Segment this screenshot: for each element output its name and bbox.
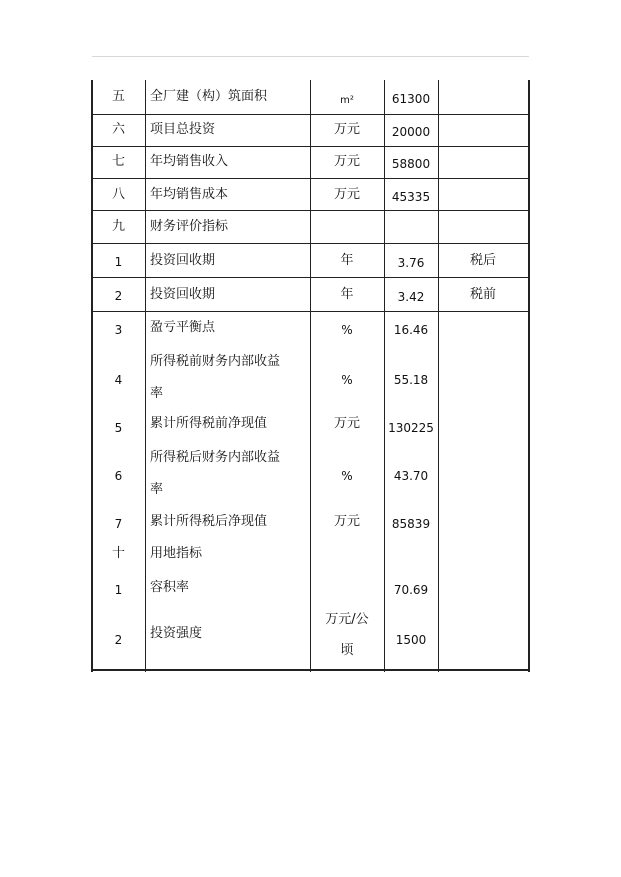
cell-item: 全厂建（构）筑面积 xyxy=(150,89,268,104)
cell-no: 七 xyxy=(111,154,125,169)
grid-hline xyxy=(91,146,530,147)
cell-item: 累计所得税后净现值 xyxy=(150,514,268,529)
cell-no: 5 xyxy=(114,421,123,435)
cell-item: 投资回收期 xyxy=(150,287,216,302)
cell-item: 盈亏平衡点 xyxy=(150,320,216,335)
cell-no: 7 xyxy=(114,517,123,531)
cell-no: 4 xyxy=(114,373,123,387)
cell-unit: 万元 xyxy=(333,122,360,137)
grid-vline xyxy=(438,80,439,672)
cell-value: 45335 xyxy=(391,190,431,204)
grid-hline xyxy=(91,669,530,671)
cell-value: 70.69 xyxy=(393,583,429,597)
cell-unit: 万元 xyxy=(333,154,360,169)
cell-value: 43.70 xyxy=(393,469,429,483)
cell-unit: 万元 xyxy=(333,187,360,202)
cell-no: 6 xyxy=(114,469,123,483)
cell-value: 16.46 xyxy=(393,323,429,337)
cell-unit: m² xyxy=(340,95,354,106)
cell-value: 85839 xyxy=(391,517,431,531)
grid-hline xyxy=(91,178,530,179)
cell-unit: 万元 xyxy=(333,514,360,529)
cell-unit: 万元/公 xyxy=(325,612,369,627)
cell-unit: % xyxy=(341,323,353,337)
cell-value: 3.42 xyxy=(397,290,425,304)
cell-no: 3 xyxy=(114,323,123,337)
cell-unit-cont: 顷 xyxy=(340,643,354,658)
cell-unit: 年 xyxy=(340,253,354,268)
grid-hline xyxy=(91,243,530,244)
cell-unit: 万元 xyxy=(333,416,360,431)
grid-hline xyxy=(91,277,530,278)
cell-value: 61300 xyxy=(391,92,431,106)
cell-item: 投资回收期 xyxy=(150,253,216,268)
cell-note: 税前 xyxy=(469,287,496,302)
cell-no: 八 xyxy=(111,187,125,202)
cell-item: 投资强度 xyxy=(150,626,203,641)
cell-value: 130225 xyxy=(388,421,434,435)
grid-hline xyxy=(91,210,530,211)
cell-unit: % xyxy=(341,373,353,387)
grid-vline xyxy=(528,80,530,672)
cell-item: 年均销售收入 xyxy=(150,154,229,169)
cell-no: 2 xyxy=(114,289,123,303)
cell-unit: 年 xyxy=(340,287,354,302)
cell-item-cont: 率 xyxy=(150,482,164,497)
cell-item: 所得税后财务内部收益 xyxy=(150,450,281,465)
cell-item: 用地指标 xyxy=(150,546,203,561)
cell-no: 五 xyxy=(111,89,125,104)
cell-value: 1500 xyxy=(395,633,427,647)
grid-hline xyxy=(91,311,530,312)
cell-no: 九 xyxy=(111,219,125,234)
cell-no: 2 xyxy=(114,633,123,647)
cell-item: 财务评价指标 xyxy=(150,219,229,234)
cell-value: 58800 xyxy=(391,157,431,171)
cell-item-cont: 率 xyxy=(150,386,164,401)
cell-value: 55.18 xyxy=(393,373,429,387)
cell-item: 累计所得税前净现值 xyxy=(150,416,268,431)
cell-item: 容积率 xyxy=(150,580,190,595)
cell-unit: % xyxy=(341,469,353,483)
cell-item: 年均销售成本 xyxy=(150,187,229,202)
cell-no: 十 xyxy=(111,546,125,561)
page-header-rule xyxy=(92,56,529,57)
cell-no: 1 xyxy=(114,255,123,269)
grid-hline xyxy=(91,114,530,115)
cell-value: 3.76 xyxy=(397,256,425,270)
grid-vline xyxy=(145,80,146,672)
cell-no: 1 xyxy=(114,583,123,597)
cell-value: 20000 xyxy=(391,125,431,139)
cell-note: 税后 xyxy=(469,253,496,268)
cell-no: 六 xyxy=(111,122,125,137)
cell-item: 项目总投资 xyxy=(150,122,216,137)
cell-item: 所得税前财务内部收益 xyxy=(150,354,281,369)
